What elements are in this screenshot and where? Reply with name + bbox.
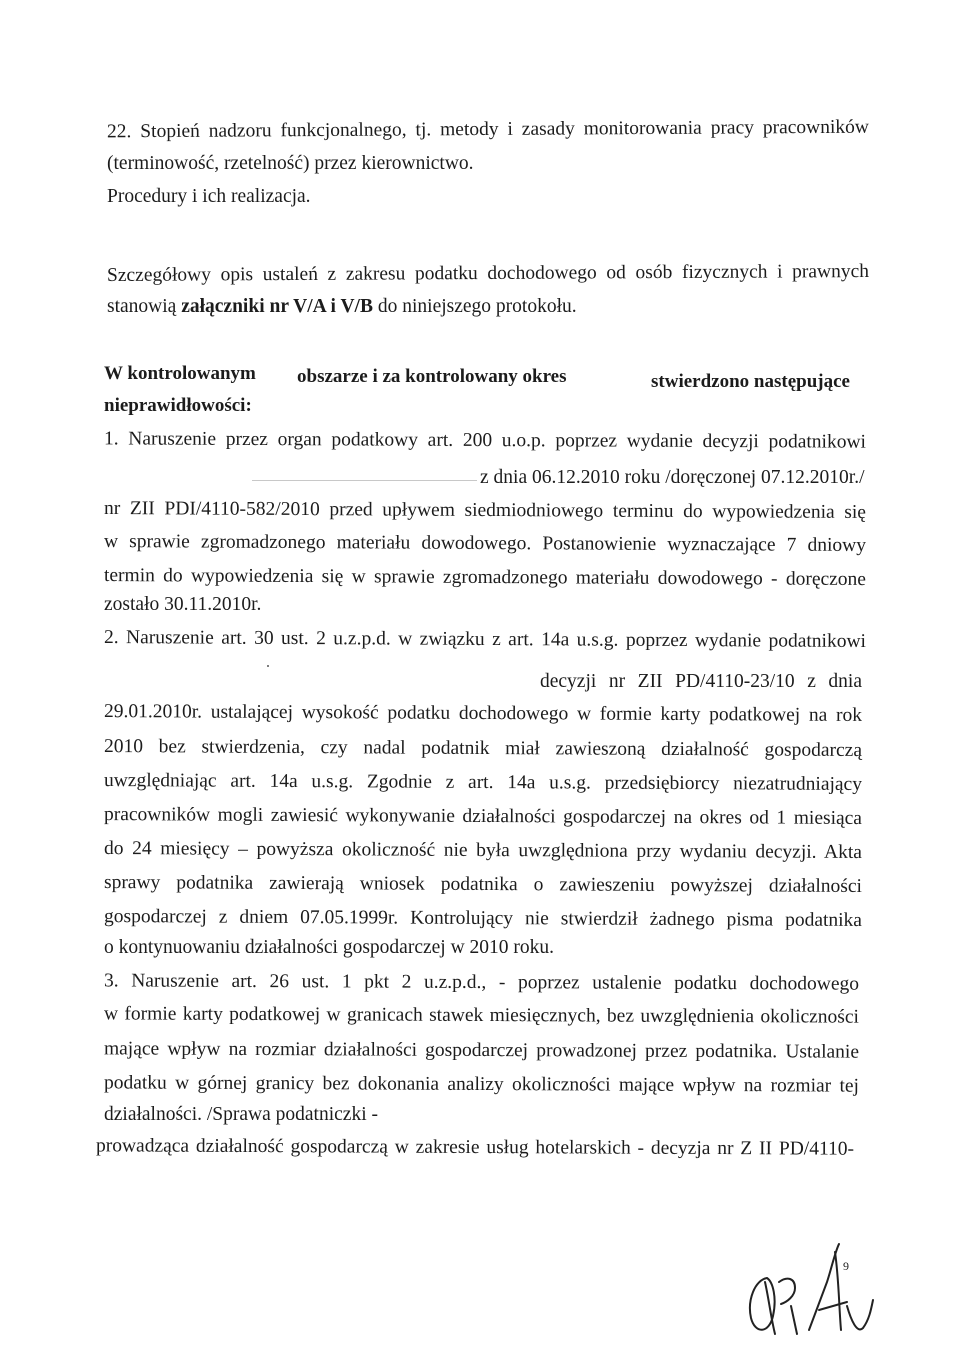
item-2-line-9: gospodarczej z dniem 07.05.1999r. Kontrolujący nie stwierdził żadnego pisma podatnika bbox=[103, 906, 863, 931]
section-22-line-2: (terminowość, rzetelność) przez kierownictwo. bbox=[107, 153, 474, 174]
item-2-line-1: 2. Naruszenie art. 30 ust. 2 u.z.p.d. w związku z art. 14a u.s.g. poprzez wydanie podatnikowi bbox=[103, 627, 867, 652]
handwritten-signature bbox=[735, 1230, 885, 1340]
details-line-2 bbox=[107, 295, 577, 319]
heading-line-2: nieprawidłowości: bbox=[104, 395, 252, 416]
section-22-line-3: Procedury i ich realizacja. bbox=[107, 186, 311, 207]
item-3-line-1: 3. Naruszenie art. 26 ust. 1 pkt 2 u.z.p.d., - poprzez ustalenie podatku dochodowego bbox=[103, 970, 860, 995]
item-2-line-5: uwzględniając art. 14a u.s.g. Zgodnie z art. 14a u.s.g. przedsiębiorcy niezatrudniający bbox=[103, 770, 863, 795]
item-2-line-4: 2010 bez stwierdzenia, czy nadal podatnik miał zawieszoną działalność gospodarczą bbox=[103, 736, 863, 761]
attachments-reference: załączniki nr V/A i V/B bbox=[181, 296, 373, 317]
item-3-line-5: działalności. /Sprawa podatniczki - bbox=[104, 1104, 378, 1125]
item-2-line-10: o kontynuowaniu działalności gospodarczej w 2010 roku. bbox=[104, 937, 555, 958]
item-1-line-3: nr ZII PDI/4110-582/2010 przed upływem siedmiodniowego terminu do wypowiedzenia się bbox=[103, 498, 867, 523]
item-2-line-2: decyzji nr ZII PD/4110-23/10 z dnia bbox=[540, 671, 862, 692]
item-2-line-6: pracowników mogli zawiesić wykonywanie działalności gospodarczej na okres od 1 miesiąca bbox=[103, 804, 863, 829]
item-1-line-4: w sprawie zgromadzonego materiału dowodowego. Postanowienie wyznaczające 7 dniowy bbox=[103, 531, 867, 556]
item-3-line-3: mające wpływ na rozmiar działalności gospodarczej prowadzonej przez podatnika. Ustalanie bbox=[103, 1038, 860, 1063]
item-2-line-8: sprawy podatnika zawierają wniosek podatnika o zawieszeniu powyższej działalności bbox=[103, 872, 863, 897]
item-1-line-5: termin do wypowiedzenia się w sprawie zgromadzonego materiału dowodowego - doręczone bbox=[103, 565, 867, 590]
details-line-1: Szczegółowy opis ustaleń z zakresu podatku dochodowego od osób fizycznych i prawnych bbox=[106, 261, 870, 286]
item-1-line-6: zostało 30.11.2010r. bbox=[104, 594, 262, 615]
blank-underline-1 bbox=[252, 480, 477, 481]
section-22-line-1: 22. Stopień nadzoru funkcjonalnego, tj. metody i zasady monitorowania pracy pracowników bbox=[106, 116, 870, 143]
item-3-line-6: prowadząca działalność gospodarczą w zakresie usług hotelarskich - decyzja nr Z II PD/4110- bbox=[95, 1135, 855, 1160]
item-2-line-3: 29.01.2010r. ustalającej wysokość podatku dochodowego w formie karty podatkowej na rok bbox=[103, 701, 863, 726]
item-1-line-1: 1. Naruszenie przez organ podatkowy art. 200 u.o.p. poprzez wydanie decyzji podatnikowi bbox=[103, 428, 867, 453]
details-line-2-start: stanowią bbox=[107, 296, 177, 317]
item-2-line-7: do 24 miesięcy – powyższa okoliczność nie była uwzględniona przy wydaniu decyzji. Akta bbox=[103, 838, 863, 863]
page-number: 9 bbox=[843, 1259, 849, 1273]
heading-part-3: stwierdzono następujące bbox=[651, 371, 850, 392]
item-3-line-2: w formie karty podatkowej w granicach stawek miesięcznych, bez uwzględnienia okoliczności bbox=[103, 1003, 860, 1028]
heading-part-2: obszarze i za kontrolowany okres bbox=[297, 366, 567, 387]
item-1-line-2: z dnia 06.12.2010 roku /doręczonej 07.12.2010r./ bbox=[480, 467, 865, 488]
item-3-line-4: podatku w górnej granicy bez dokonania analizy okoliczności mające wpływ na rozmiar tej bbox=[103, 1072, 860, 1097]
heading-part-1: W kontrolowanym bbox=[104, 363, 256, 384]
scan-speck bbox=[267, 665, 269, 667]
details-line-2-end: do niniejszego protokołu. bbox=[377, 296, 577, 317]
